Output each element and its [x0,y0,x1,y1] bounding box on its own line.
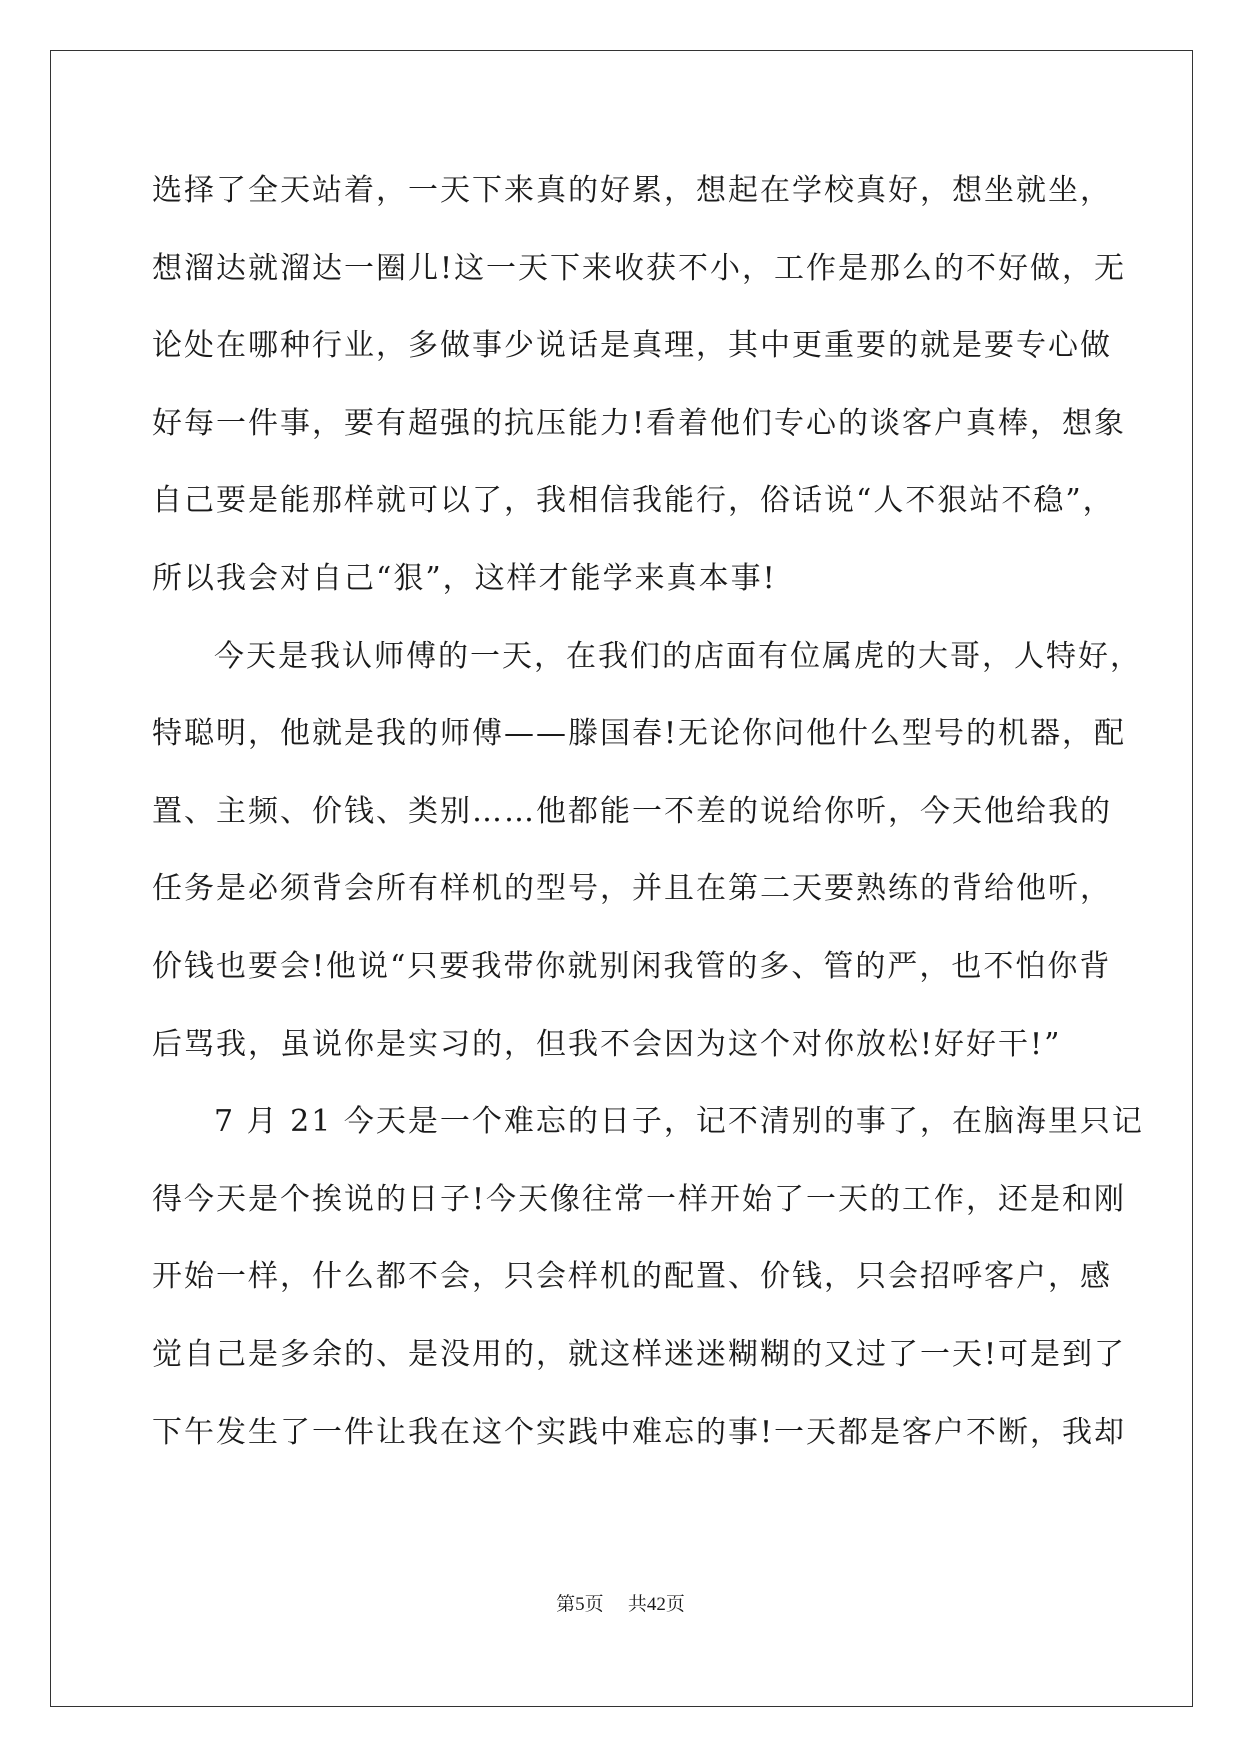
footer-total-prefix: 共 [627,1593,647,1615]
page-number: 5 [575,1594,585,1615]
text-line: 任务是必须背会所有样机的型号，并且在第二天要熟练的背给他听， [152,871,1112,907]
footer-page-suffix: 页 [584,1593,604,1615]
page-footer [0,1590,1241,1619]
text-line: 选择了全天站着，一天下来真的好累，想起在学校真好，想坐就坐， [152,173,1112,208]
text-line: 好每一件事，要有超强的抗压能力!看着他们专心的谈客户真棒，想象 [152,405,1127,441]
footer-prefix: 第 [556,1593,576,1615]
text-line: 所以我会对自己“狠”，这样才能学来真本事! [152,560,777,596]
text-line: 下午发生了一件让我在这个实践中难忘的事!一天都是客户不断，我却 [152,1414,1127,1450]
text-line: 价钱也要会!他说“只要我带你就别闲我管的多、管的严，也不怕你背 [152,948,1112,984]
text-line: 置、主频、价钱、类别……他都能一不差的说给你听，今天他给我的 [152,793,1112,829]
paragraph-start-line: 今天是我认师傅的一天，在我们的店面有位属虎的大哥，人特好， [214,638,1142,674]
text-line: 后骂我，虽说你是实习的，但我不会因为这个对你放松!好好干!” [152,1026,1062,1062]
document-body [152,152,1144,1471]
footer-total-suffix: 页 [665,1593,685,1615]
text-line: 自己要是能那样就可以了，我相信我能行，俗话说“人不狠站不稳”， [152,483,1115,519]
paragraph-start-line: 7 月 21 今天是一个难忘的日子，记不清别的事了，在脑海里只记 [214,1104,1144,1140]
text-line: 特聪明，他就是我的师傅——滕国春!无论你问他什么型号的机器，配 [152,716,1127,752]
text-line: 觉自己是多余的、是没用的，就这样迷迷糊糊的又过了一天!可是到了 [152,1336,1127,1372]
text-line: 想溜达就溜达一圈儿!这一天下来收获不小，工作是那么的不好做，无 [152,250,1127,286]
total-pages: 42 [646,1594,666,1615]
text-line: 论处在哪种行业，多做事少说话是真理，其中更重要的就是要专心做 [152,328,1112,364]
text-line: 得今天是个挨说的日子!今天像往常一样开始了一天的工作，还是和刚 [152,1181,1127,1217]
text-line: 开始一样，什么都不会，只会样机的配置、价钱，只会招呼客户，感 [152,1259,1112,1295]
